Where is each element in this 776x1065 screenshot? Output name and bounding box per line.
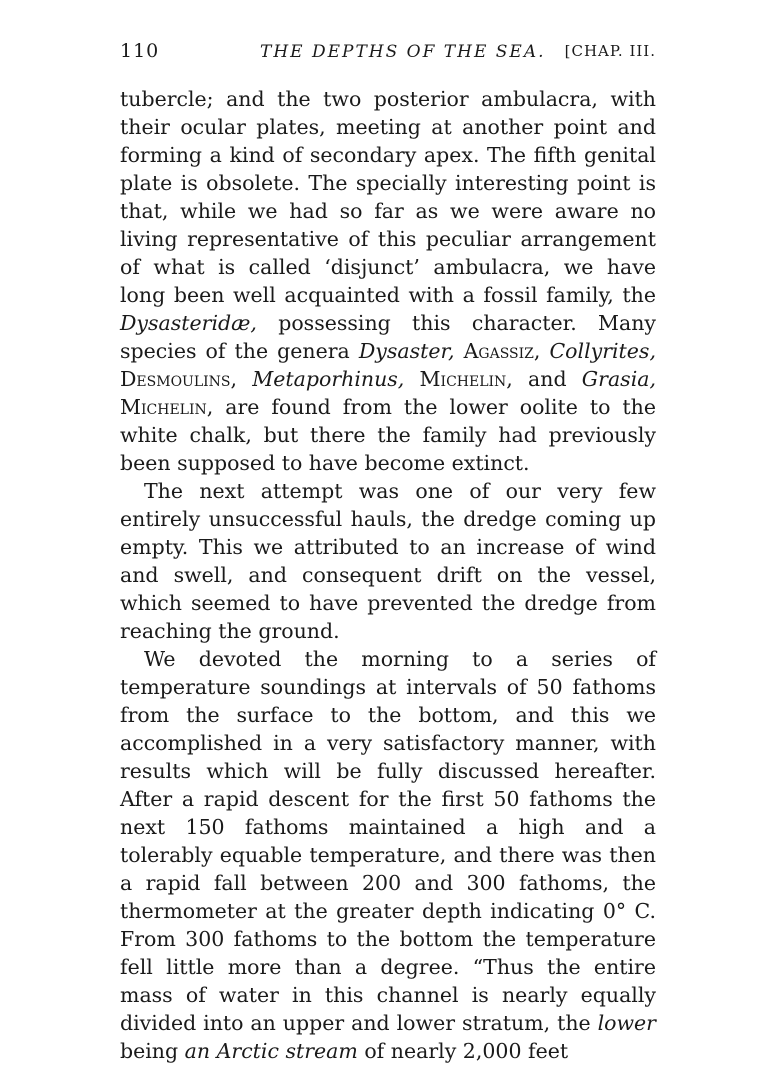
text-run (237, 367, 252, 391)
running-head (120, 40, 656, 70)
italic-text-run: lower (597, 1011, 656, 1035)
small-caps-text-run: Agassiz, (463, 339, 541, 363)
text-run (404, 367, 419, 391)
text-run (455, 339, 464, 363)
body-text (120, 85, 656, 1065)
italic-text-run: Dysasteridæ, (120, 311, 257, 335)
text-run: are found from the lower oolite to the white chalk, but there the family had previously been supposed to have become extinct. (120, 395, 656, 475)
text-run: tubercle; and the two posterior ambulacra, with their ocular plates, meeting at another point and forming a kind of secondary apex. The fifth genital plate is obsolete. The specially interesting point is that, while we had so far as we were aware no living representative of this peculiar arrangement of what is called ‘disjunct’ ambulacra, we have long been well acquainted with a fossil family, the (120, 87, 656, 307)
text-run: being (120, 1039, 185, 1063)
small-caps-text-run: Michelin, (120, 395, 214, 419)
small-caps-text-run: Desmoulins, (120, 367, 238, 391)
text-run: of nearly 2,000 feet (357, 1039, 569, 1063)
text-run: possessing this character. Many species of the genera (120, 311, 656, 363)
paragraph (120, 85, 656, 477)
paragraph (120, 477, 656, 645)
italic-text-run: Collyrites, (549, 339, 656, 363)
chapter-reference: [CHAP. III. (564, 42, 656, 60)
text-run: We devoted the morning to a series of temperature soundings at intervals of 50 fathoms from the surface to the bottom, and this we accomplished in a very satisfactory manner, with results which will be fully discussed hereafter. After a rapid descent for the first 50 fathoms the next 150 fathoms maintained a high and a tolerably equable temperature, and there was then a rapid fall between 200 and 300 fathoms, the thermometer at the greater depth indicating 0° C. From 300 fathoms to the bottom the temperature fell little more than a degree. “Thus the entire mass of water in this channel is nearly equally divided into an upper and lower stratum, the (120, 647, 656, 1035)
small-caps-text-run: Michelin, (419, 367, 513, 391)
running-title: THE DEPTHS OF THE SEA. (260, 42, 546, 62)
paragraph (120, 645, 656, 1065)
italic-text-run: Metaporhinus, (252, 367, 405, 391)
italic-text-run: Grasia, (581, 367, 656, 391)
italic-text-run: an Arctic stream (184, 1039, 358, 1063)
text-run: and (512, 367, 582, 391)
italic-text-run: Dysaster, (358, 339, 455, 363)
text-run: The next attempt was one of our very few entirely unsuccessful hauls, the dredge coming up empty. This we attributed to an increase of wind and swell, and consequent drift on the vessel, which seemed to have prevented the dredge from reaching the ground. (120, 479, 656, 643)
page-number: 110 (120, 40, 160, 62)
